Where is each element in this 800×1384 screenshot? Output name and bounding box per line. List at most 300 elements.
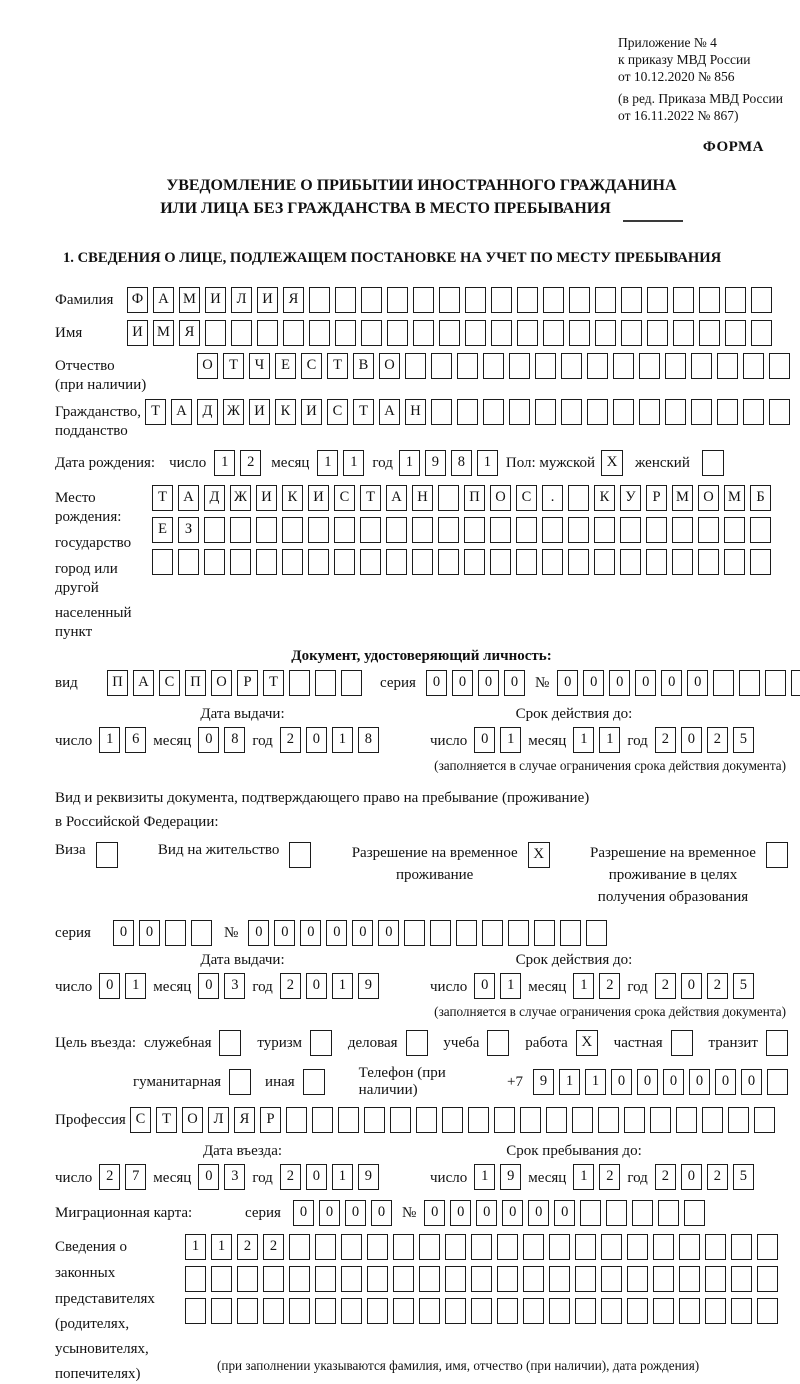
char-cell[interactable]: Ч <box>249 353 270 379</box>
char-cell[interactable] <box>263 1298 284 1324</box>
char-cell[interactable]: 1 <box>332 1164 353 1190</box>
char-cell[interactable]: 1 <box>500 973 521 999</box>
char-cell[interactable] <box>575 1298 596 1324</box>
char-cell[interactable] <box>713 670 734 696</box>
char-cell[interactable] <box>341 1298 362 1324</box>
char-cell[interactable]: О <box>698 485 719 511</box>
char-cell[interactable]: Р <box>646 485 667 511</box>
char-cell[interactable] <box>509 399 530 425</box>
char-cell[interactable]: 8 <box>358 727 379 753</box>
char-cell[interactable] <box>471 1234 492 1260</box>
char-cell[interactable] <box>647 320 668 346</box>
char-cell[interactable] <box>464 517 485 543</box>
char-cell[interactable]: О <box>490 485 511 511</box>
char-cell[interactable]: 1 <box>343 450 364 476</box>
char-cell[interactable]: 0 <box>198 973 219 999</box>
char-cell[interactable] <box>211 1298 232 1324</box>
char-cell[interactable] <box>754 1107 775 1133</box>
char-cell[interactable] <box>725 287 746 313</box>
char-cell[interactable]: 0 <box>198 727 219 753</box>
char-cell[interactable] <box>516 517 537 543</box>
char-cell[interactable]: 9 <box>358 1164 379 1190</box>
char-cell[interactable] <box>361 287 382 313</box>
char-cell[interactable]: 2 <box>280 727 301 753</box>
char-cell[interactable] <box>698 517 719 543</box>
char-cell[interactable] <box>731 1234 752 1260</box>
option-checkbox[interactable] <box>487 1030 509 1056</box>
char-cell[interactable] <box>315 670 336 696</box>
char-cell[interactable]: 2 <box>655 1164 676 1190</box>
char-cell[interactable] <box>283 320 304 346</box>
char-cell[interactable] <box>757 1234 778 1260</box>
char-cell[interactable] <box>490 517 511 543</box>
char-cell[interactable]: 2 <box>707 727 728 753</box>
char-cell[interactable] <box>439 287 460 313</box>
char-cell[interactable] <box>438 485 459 511</box>
char-cell[interactable]: 0 <box>306 727 327 753</box>
char-cell[interactable] <box>665 399 686 425</box>
char-cell[interactable] <box>204 549 225 575</box>
char-cell[interactable] <box>523 1234 544 1260</box>
char-cell[interactable] <box>439 320 460 346</box>
char-cell[interactable] <box>419 1234 440 1260</box>
char-cell[interactable]: А <box>178 485 199 511</box>
char-cell[interactable] <box>595 287 616 313</box>
char-cell[interactable] <box>334 549 355 575</box>
char-cell[interactable]: 1 <box>500 727 521 753</box>
char-cell[interactable] <box>705 1298 726 1324</box>
char-cell[interactable] <box>335 287 356 313</box>
char-cell[interactable]: М <box>153 320 174 346</box>
char-cell[interactable] <box>691 399 712 425</box>
char-cell[interactable]: С <box>130 1107 151 1133</box>
char-cell[interactable] <box>731 1298 752 1324</box>
char-cell[interactable] <box>367 1298 388 1324</box>
char-cell[interactable] <box>431 353 452 379</box>
char-cell[interactable] <box>724 517 745 543</box>
char-cell[interactable] <box>568 485 589 511</box>
char-cell[interactable] <box>549 1266 570 1292</box>
char-cell[interactable]: 1 <box>573 973 594 999</box>
char-cell[interactable]: И <box>127 320 148 346</box>
char-cell[interactable]: 9 <box>358 973 379 999</box>
char-cell[interactable] <box>465 320 486 346</box>
char-cell[interactable]: 0 <box>474 973 495 999</box>
char-cell[interactable] <box>497 1234 518 1260</box>
temp-residence-checkbox[interactable]: X <box>528 842 550 868</box>
char-cell[interactable]: И <box>249 399 270 425</box>
char-cell[interactable] <box>672 517 693 543</box>
char-cell[interactable] <box>632 1200 653 1226</box>
sex-female-checkbox[interactable] <box>702 450 724 476</box>
char-cell[interactable] <box>438 517 459 543</box>
char-cell[interactable] <box>750 517 771 543</box>
char-cell[interactable] <box>445 1298 466 1324</box>
char-cell[interactable]: 2 <box>599 1164 620 1190</box>
char-cell[interactable] <box>517 320 538 346</box>
char-cell[interactable] <box>152 549 173 575</box>
char-cell[interactable] <box>412 517 433 543</box>
char-cell[interactable] <box>534 920 555 946</box>
char-cell[interactable] <box>237 1298 258 1324</box>
char-cell[interactable] <box>286 1107 307 1133</box>
char-cell[interactable] <box>185 1298 206 1324</box>
char-cell[interactable] <box>341 1234 362 1260</box>
char-cell[interactable]: 0 <box>554 1200 575 1226</box>
char-cell[interactable] <box>230 517 251 543</box>
char-cell[interactable] <box>386 517 407 543</box>
char-cell[interactable] <box>312 1107 333 1133</box>
char-cell[interactable]: 2 <box>280 973 301 999</box>
char-cell[interactable] <box>646 549 667 575</box>
char-cell[interactable]: 6 <box>125 727 146 753</box>
char-cell[interactable]: 0 <box>300 920 321 946</box>
char-cell[interactable] <box>621 287 642 313</box>
char-cell[interactable] <box>699 287 720 313</box>
char-cell[interactable] <box>601 1234 622 1260</box>
char-cell[interactable] <box>580 1200 601 1226</box>
char-cell[interactable] <box>393 1298 414 1324</box>
char-cell[interactable]: В <box>353 353 374 379</box>
char-cell[interactable] <box>211 1266 232 1292</box>
char-cell[interactable]: 0 <box>611 1069 632 1095</box>
char-cell[interactable] <box>676 1107 697 1133</box>
char-cell[interactable] <box>457 399 478 425</box>
char-cell[interactable] <box>516 549 537 575</box>
char-cell[interactable] <box>438 549 459 575</box>
char-cell[interactable]: Е <box>275 353 296 379</box>
char-cell[interactable] <box>386 549 407 575</box>
char-cell[interactable] <box>471 1298 492 1324</box>
char-cell[interactable] <box>575 1266 596 1292</box>
char-cell[interactable] <box>647 287 668 313</box>
char-cell[interactable] <box>679 1266 700 1292</box>
char-cell[interactable] <box>594 517 615 543</box>
char-cell[interactable]: 2 <box>240 450 261 476</box>
char-cell[interactable]: 5 <box>733 727 754 753</box>
char-cell[interactable] <box>404 920 425 946</box>
char-cell[interactable] <box>673 287 694 313</box>
char-cell[interactable]: 7 <box>125 1164 146 1190</box>
char-cell[interactable]: М <box>672 485 693 511</box>
char-cell[interactable] <box>482 920 503 946</box>
char-cell[interactable]: 1 <box>317 450 338 476</box>
char-cell[interactable]: 2 <box>707 1164 728 1190</box>
char-cell[interactable] <box>165 920 186 946</box>
char-cell[interactable] <box>751 320 772 346</box>
char-cell[interactable] <box>549 1234 570 1260</box>
char-cell[interactable] <box>237 1266 258 1292</box>
char-cell[interactable]: М <box>724 485 745 511</box>
char-cell[interactable]: О <box>197 353 218 379</box>
char-cell[interactable] <box>483 399 504 425</box>
char-cell[interactable]: А <box>133 670 154 696</box>
char-cell[interactable]: З <box>178 517 199 543</box>
char-cell[interactable]: 0 <box>99 973 120 999</box>
char-cell[interactable]: 0 <box>474 727 495 753</box>
char-cell[interactable]: Д <box>204 485 225 511</box>
char-cell[interactable] <box>594 549 615 575</box>
char-cell[interactable]: С <box>516 485 537 511</box>
char-cell[interactable] <box>586 920 607 946</box>
char-cell[interactable]: 1 <box>332 973 353 999</box>
char-cell[interactable] <box>627 1234 648 1260</box>
char-cell[interactable]: 0 <box>689 1069 710 1095</box>
char-cell[interactable]: Л <box>231 287 252 313</box>
char-cell[interactable]: 0 <box>319 1200 340 1226</box>
option-checkbox[interactable] <box>303 1069 325 1095</box>
char-cell[interactable] <box>204 517 225 543</box>
char-cell[interactable] <box>725 320 746 346</box>
char-cell[interactable]: С <box>327 399 348 425</box>
option-checkbox[interactable] <box>766 1030 788 1056</box>
char-cell[interactable]: 1 <box>474 1164 495 1190</box>
char-cell[interactable]: М <box>179 287 200 313</box>
char-cell[interactable] <box>523 1298 544 1324</box>
char-cell[interactable] <box>413 320 434 346</box>
option-checkbox[interactable] <box>219 1030 241 1056</box>
char-cell[interactable]: И <box>308 485 329 511</box>
char-cell[interactable]: 5 <box>733 1164 754 1190</box>
char-cell[interactable] <box>431 399 452 425</box>
char-cell[interactable] <box>569 320 590 346</box>
char-cell[interactable] <box>393 1234 414 1260</box>
char-cell[interactable]: К <box>282 485 303 511</box>
char-cell[interactable] <box>360 517 381 543</box>
char-cell[interactable]: Л <box>208 1107 229 1133</box>
char-cell[interactable]: 0 <box>583 670 604 696</box>
char-cell[interactable]: О <box>379 353 400 379</box>
char-cell[interactable]: 1 <box>599 727 620 753</box>
char-cell[interactable]: 2 <box>599 973 620 999</box>
char-cell[interactable] <box>191 920 212 946</box>
char-cell[interactable] <box>691 353 712 379</box>
char-cell[interactable] <box>178 549 199 575</box>
char-cell[interactable]: 1 <box>214 450 235 476</box>
char-cell[interactable] <box>367 1266 388 1292</box>
char-cell[interactable] <box>341 670 362 696</box>
char-cell[interactable] <box>412 549 433 575</box>
char-cell[interactable] <box>445 1234 466 1260</box>
char-cell[interactable]: 5 <box>733 973 754 999</box>
char-cell[interactable] <box>289 670 310 696</box>
char-cell[interactable]: 0 <box>293 1200 314 1226</box>
char-cell[interactable]: 3 <box>224 973 245 999</box>
char-cell[interactable] <box>360 549 381 575</box>
char-cell[interactable] <box>627 1298 648 1324</box>
char-cell[interactable]: 0 <box>502 1200 523 1226</box>
char-cell[interactable]: 0 <box>306 973 327 999</box>
char-cell[interactable] <box>765 670 786 696</box>
char-cell[interactable] <box>230 549 251 575</box>
char-cell[interactable]: 0 <box>557 670 578 696</box>
char-cell[interactable]: 1 <box>185 1234 206 1260</box>
char-cell[interactable] <box>743 399 764 425</box>
char-cell[interactable]: А <box>153 287 174 313</box>
char-cell[interactable] <box>445 1266 466 1292</box>
char-cell[interactable] <box>739 670 760 696</box>
char-cell[interactable]: П <box>464 485 485 511</box>
char-cell[interactable]: Т <box>152 485 173 511</box>
char-cell[interactable]: Т <box>156 1107 177 1133</box>
char-cell[interactable] <box>672 549 693 575</box>
option-checkbox[interactable] <box>671 1030 693 1056</box>
char-cell[interactable]: 0 <box>113 920 134 946</box>
char-cell[interactable]: Р <box>260 1107 281 1133</box>
char-cell[interactable] <box>471 1266 492 1292</box>
char-cell[interactable] <box>561 353 582 379</box>
char-cell[interactable]: 2 <box>655 727 676 753</box>
char-cell[interactable] <box>560 920 581 946</box>
char-cell[interactable] <box>338 1107 359 1133</box>
char-cell[interactable] <box>465 287 486 313</box>
char-cell[interactable] <box>699 320 720 346</box>
char-cell[interactable] <box>535 399 556 425</box>
char-cell[interactable] <box>606 1200 627 1226</box>
char-cell[interactable] <box>282 517 303 543</box>
char-cell[interactable]: 0 <box>424 1200 445 1226</box>
char-cell[interactable]: 0 <box>741 1069 762 1095</box>
char-cell[interactable] <box>717 353 738 379</box>
char-cell[interactable] <box>419 1298 440 1324</box>
char-cell[interactable] <box>621 320 642 346</box>
char-cell[interactable] <box>769 399 790 425</box>
blank-underline[interactable] <box>623 197 683 222</box>
char-cell[interactable] <box>393 1266 414 1292</box>
char-cell[interactable]: 0 <box>345 1200 366 1226</box>
char-cell[interactable]: 2 <box>99 1164 120 1190</box>
char-cell[interactable] <box>315 1234 336 1260</box>
char-cell[interactable]: Т <box>145 399 166 425</box>
char-cell[interactable]: 2 <box>237 1234 258 1260</box>
char-cell[interactable] <box>601 1298 622 1324</box>
char-cell[interactable] <box>468 1107 489 1133</box>
char-cell[interactable]: 0 <box>476 1200 497 1226</box>
char-cell[interactable]: 0 <box>478 670 499 696</box>
char-cell[interactable] <box>757 1266 778 1292</box>
char-cell[interactable]: 0 <box>450 1200 471 1226</box>
char-cell[interactable]: 1 <box>211 1234 232 1260</box>
char-cell[interactable] <box>653 1298 674 1324</box>
char-cell[interactable]: К <box>594 485 615 511</box>
char-cell[interactable]: А <box>379 399 400 425</box>
char-cell[interactable] <box>705 1266 726 1292</box>
char-cell[interactable] <box>390 1107 411 1133</box>
char-cell[interactable]: П <box>107 670 128 696</box>
char-cell[interactable]: И <box>205 287 226 313</box>
char-cell[interactable] <box>620 549 641 575</box>
char-cell[interactable]: Ж <box>223 399 244 425</box>
char-cell[interactable]: 0 <box>248 920 269 946</box>
char-cell[interactable] <box>185 1266 206 1292</box>
char-cell[interactable]: К <box>275 399 296 425</box>
char-cell[interactable] <box>639 399 660 425</box>
char-cell[interactable] <box>679 1234 700 1260</box>
char-cell[interactable]: И <box>257 287 278 313</box>
char-cell[interactable] <box>767 1069 788 1095</box>
char-cell[interactable]: Ж <box>230 485 251 511</box>
char-cell[interactable] <box>601 1266 622 1292</box>
char-cell[interactable]: Т <box>327 353 348 379</box>
char-cell[interactable] <box>653 1234 674 1260</box>
char-cell[interactable]: Я <box>234 1107 255 1133</box>
char-cell[interactable] <box>256 517 277 543</box>
char-cell[interactable] <box>361 320 382 346</box>
char-cell[interactable]: П <box>185 670 206 696</box>
char-cell[interactable] <box>750 549 771 575</box>
char-cell[interactable]: 0 <box>637 1069 658 1095</box>
char-cell[interactable]: С <box>159 670 180 696</box>
char-cell[interactable]: 3 <box>224 1164 245 1190</box>
char-cell[interactable] <box>646 517 667 543</box>
char-cell[interactable]: . <box>542 485 563 511</box>
char-cell[interactable]: И <box>301 399 322 425</box>
residence-permit-checkbox[interactable] <box>289 842 311 868</box>
char-cell[interactable]: 1 <box>573 727 594 753</box>
char-cell[interactable]: 0 <box>139 920 160 946</box>
char-cell[interactable] <box>698 549 719 575</box>
char-cell[interactable] <box>743 353 764 379</box>
char-cell[interactable]: О <box>211 670 232 696</box>
char-cell[interactable] <box>205 320 226 346</box>
char-cell[interactable]: 0 <box>452 670 473 696</box>
char-cell[interactable] <box>624 1107 645 1133</box>
char-cell[interactable] <box>572 1107 593 1133</box>
char-cell[interactable] <box>702 1107 723 1133</box>
char-cell[interactable]: Е <box>152 517 173 543</box>
char-cell[interactable]: Т <box>360 485 381 511</box>
char-cell[interactable] <box>419 1266 440 1292</box>
char-cell[interactable]: А <box>386 485 407 511</box>
char-cell[interactable]: 0 <box>609 670 630 696</box>
char-cell[interactable] <box>587 353 608 379</box>
char-cell[interactable] <box>791 670 800 696</box>
char-cell[interactable]: 0 <box>681 1164 702 1190</box>
char-cell[interactable] <box>309 320 330 346</box>
char-cell[interactable] <box>413 287 434 313</box>
char-cell[interactable]: У <box>620 485 641 511</box>
char-cell[interactable] <box>430 920 451 946</box>
option-checkbox[interactable]: X <box>576 1030 598 1056</box>
char-cell[interactable] <box>684 1200 705 1226</box>
char-cell[interactable]: 0 <box>352 920 373 946</box>
char-cell[interactable]: 0 <box>426 670 447 696</box>
char-cell[interactable] <box>543 320 564 346</box>
char-cell[interactable] <box>542 517 563 543</box>
char-cell[interactable] <box>658 1200 679 1226</box>
char-cell[interactable]: Ф <box>127 287 148 313</box>
char-cell[interactable] <box>546 1107 567 1133</box>
char-cell[interactable] <box>497 1298 518 1324</box>
char-cell[interactable] <box>613 353 634 379</box>
char-cell[interactable] <box>517 287 538 313</box>
char-cell[interactable]: 1 <box>332 727 353 753</box>
char-cell[interactable] <box>334 517 355 543</box>
temp-residence-education-checkbox[interactable] <box>766 842 788 868</box>
char-cell[interactable]: 9 <box>500 1164 521 1190</box>
char-cell[interactable] <box>520 1107 541 1133</box>
char-cell[interactable] <box>308 517 329 543</box>
char-cell[interactable] <box>367 1234 388 1260</box>
char-cell[interactable] <box>568 549 589 575</box>
char-cell[interactable]: 2 <box>263 1234 284 1260</box>
char-cell[interactable] <box>595 320 616 346</box>
char-cell[interactable] <box>405 353 426 379</box>
char-cell[interactable]: 0 <box>504 670 525 696</box>
char-cell[interactable] <box>542 549 563 575</box>
char-cell[interactable] <box>705 1234 726 1260</box>
char-cell[interactable]: 0 <box>663 1069 684 1095</box>
